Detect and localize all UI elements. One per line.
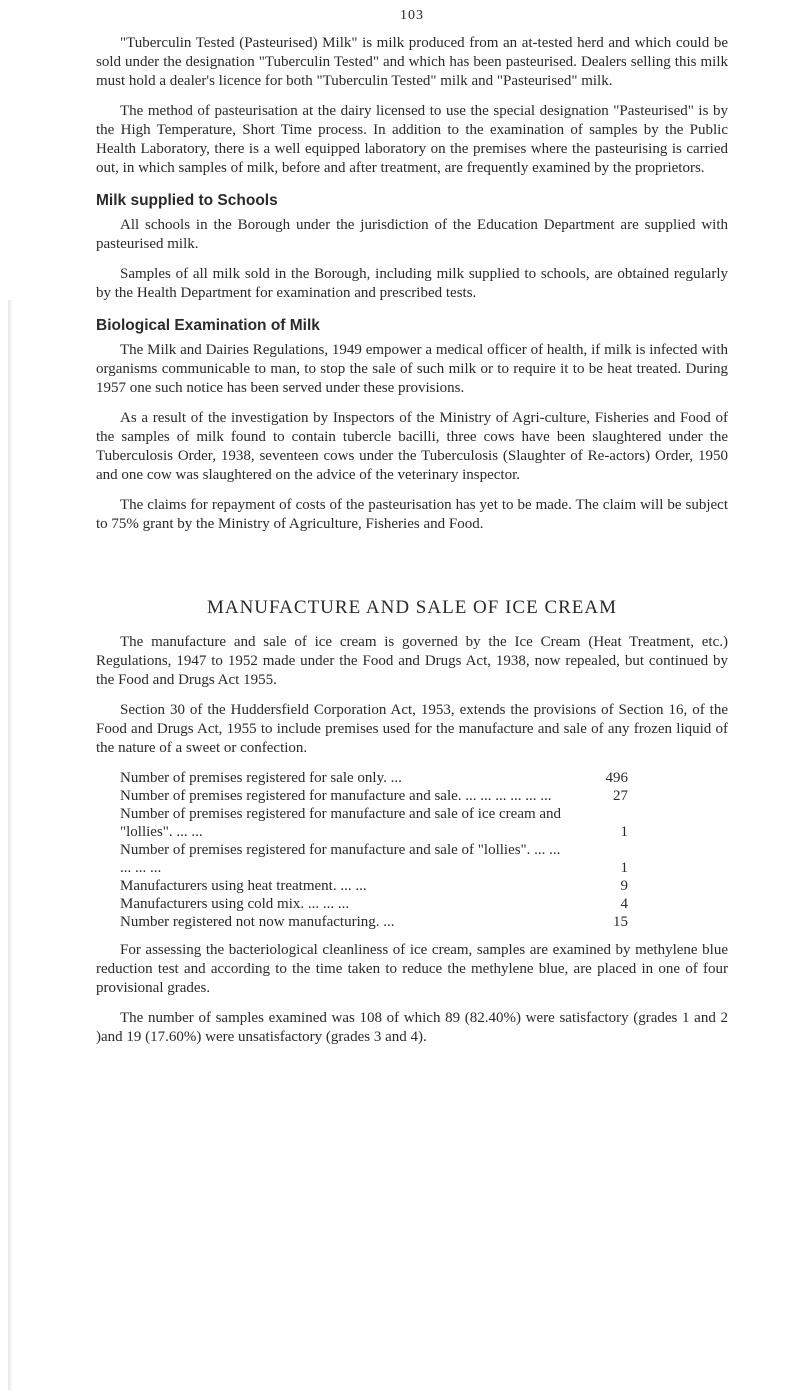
stat-value: 15 — [613, 914, 628, 930]
premises-stats-list — [120, 769, 628, 931]
stat-value: 1 — [620, 860, 628, 876]
stat-value: 1 — [620, 824, 628, 840]
ice-cream-heading: MANUFACTURE AND SALE OF ICE CREAM — [206, 597, 618, 618]
intro-paragraph-1: "Tuberculin Tested (Pasteurised) Milk" is milk produced from an at-tested herd and which could be sold under the designation "Tuberculin Tested" and which has been pasteurised. Dealers selling this milk must hold a dealer's licence for both "Tuberculin Tested" milk and "Pasteurised" milk. — [96, 35, 728, 89]
stat-row — [120, 769, 628, 787]
stat-row — [120, 877, 628, 895]
schools-paragraph-2: Samples of all milk sold in the Borough, including milk supplied to schools, are obtained regularly by the Health Department for examination and prescribed tests. — [96, 266, 728, 301]
stat-label: Number of premises registered for sale only. ... — [120, 770, 402, 786]
stat-row — [120, 805, 628, 841]
ice-cream-paragraph-2: Section 30 of the Huddersfield Corporation Act, 1953, extends the provisions of Section 16, of the Food and Drugs Act, 1955 to include premises used for the manufacture and sale of any frozen liquid of the nature of a sweet or confection. — [96, 702, 728, 756]
stat-row — [120, 895, 628, 913]
schools-heading: Milk supplied to Schools — [96, 192, 278, 209]
stat-label: Manufacturers using heat treatment. ... ... — [120, 878, 367, 894]
biological-paragraph-1: The Milk and Dairies Regulations, 1949 empower a medical officer of health, if milk is infected with organisms communicable to man, to stop the sale of such milk or to require it to be heat treated. During 1957 one such notice has been served under these provisions. — [96, 342, 728, 396]
biological-paragraph-2: As a result of the investigation by Inspectors of the Ministry of Agri-culture, Fisheries and Food of the samples of milk found to contain tubercle bacilli, three cows have been slaughtered under the Tuberculosis Order, 1938, seventeen cows under the Tuberculosis (Slaughter of Re-actors) Order, 1950 and one cow was slaughtered on the advice of the veterinary inspector. — [96, 410, 728, 483]
stat-value: 27 — [613, 788, 628, 804]
stat-label: Number of premises registered for manufacture and sale of ice cream and "lollies". ... ... — [120, 806, 562, 840]
biological-paragraph-3: The claims for repayment of costs of the pasteurisation has yet to be made. The claim will be subject to 75% grant by the Ministry of Agriculture, Fisheries and Food. — [96, 497, 728, 532]
schools-paragraph-1: All schools in the Borough under the jurisdiction of the Education Department are supplied with pasteurised milk. — [96, 217, 728, 252]
ice-cream-paragraph-1: The manufacture and sale of ice cream is governed by the Ice Cream (Heat Treatment, etc.) Regulations, 1947 to 1952 made under the Food and Drugs Act, 1938, now repealed, but continued by the Food and Drugs Act 1955. — [96, 634, 728, 688]
section-gap — [96, 545, 728, 597]
stat-label: Number registered not now manufacturing. ... — [120, 914, 395, 930]
stat-value: 9 — [620, 878, 628, 894]
document-page — [96, 8, 728, 1058]
stat-value: 496 — [605, 770, 628, 786]
stat-label: Number of premises registered for manufacture and sale of "lollies". ... ... ... ... ... — [120, 842, 561, 876]
stat-label: Number of premises registered for manufacture and sale. ... ... ... ... ... ... — [120, 788, 552, 804]
page-number: 103 — [400, 8, 424, 23]
stat-row — [120, 787, 628, 805]
stat-row — [120, 841, 628, 877]
stat-row — [120, 913, 628, 931]
biological-heading: Biological Examination of Milk — [96, 317, 320, 334]
ice-cream-closing-paragraph-2: The number of samples examined was 108 of which 89 (82.40%) were satisfactory (grades 1 and 2 )and 19 (17.60%) were unsatisfactory (grades 3 and 4). — [96, 1010, 728, 1045]
scan-edge-shadow — [8, 300, 13, 1390]
ice-cream-closing-paragraph-1: For assessing the bacteriological cleanliness of ice cream, samples are examined by methylene blue reduction test and according to the time taken to reduce the methylene blue, are placed in one of four provisional grades. — [96, 942, 728, 996]
stat-value: 4 — [620, 896, 628, 912]
stat-label: Manufacturers using cold mix. ... ... ... — [120, 896, 350, 912]
intro-paragraph-2: The method of pasteurisation at the dairy licensed to use the special designation "Pasteurised" is by the High Temperature, Short Time process. In addition to the examination of samples by the Public Health Laboratory, there is a well equipped laboratory on the premises where the pasteurising is carried out, in which samples of milk, before and after treatment, are frequently examined by the proprietors. — [96, 103, 728, 176]
